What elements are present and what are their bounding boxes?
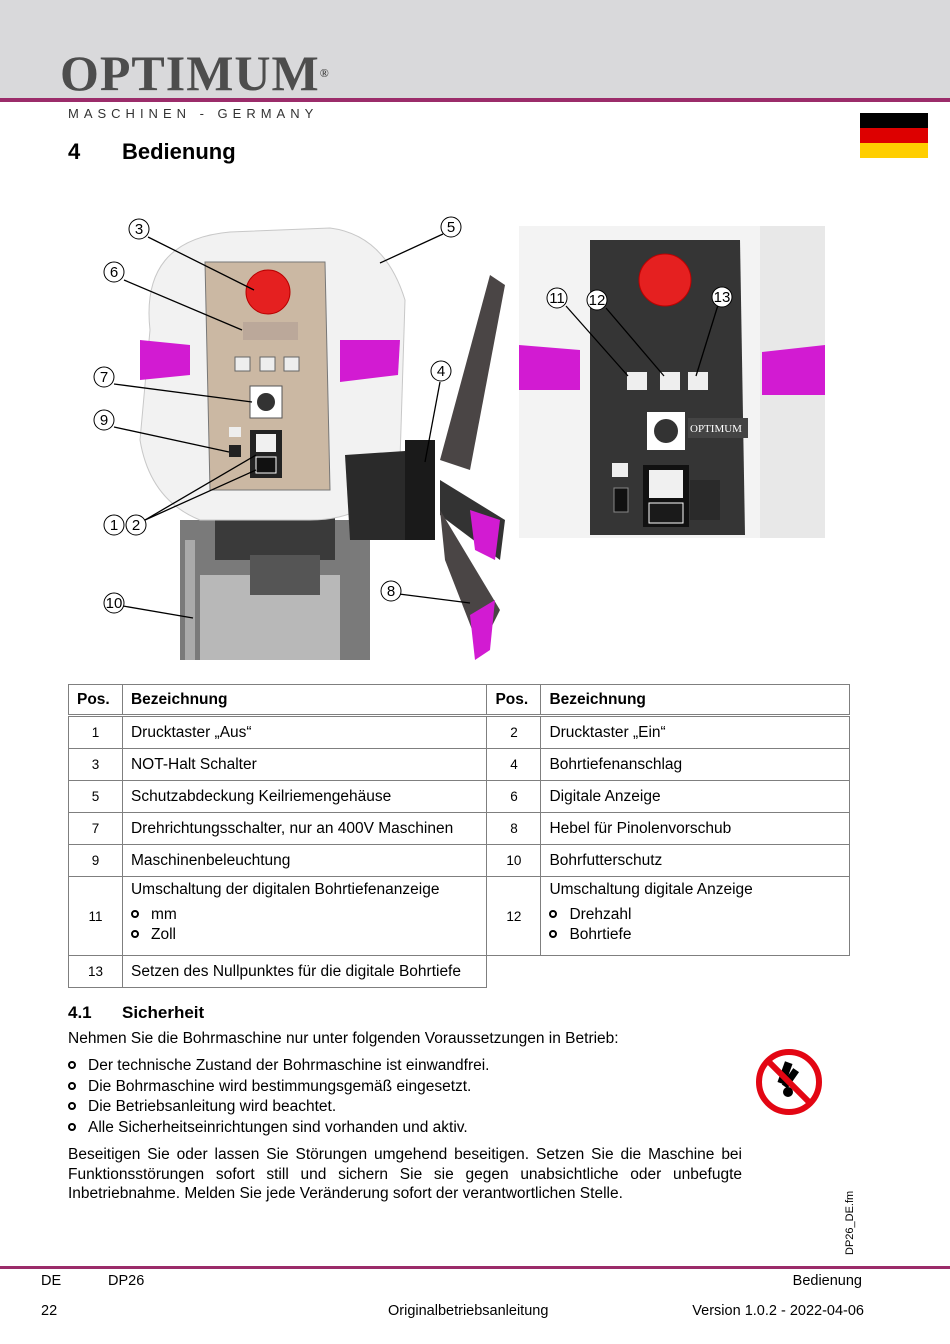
bullet-icon: [68, 1061, 76, 1069]
bullet-icon: [549, 930, 557, 938]
section-intro: Nehmen Sie die Bohrmaschine nur unter folgenden Voraussetzungen in Betrieb:: [68, 1030, 619, 1047]
footer-model: DP26: [108, 1273, 145, 1289]
bullet-icon: [131, 930, 139, 938]
table-row: [69, 781, 850, 813]
svg-text:OPTIMUM: OPTIMUM: [690, 423, 742, 435]
parts-table: [68, 684, 850, 988]
callout-7: 7: [99, 369, 109, 386]
section-body: Beseitigen Sie oder lassen Sie Störungen umgehend beseitigen. Setzen Sie die Maschine bei Funktionsstörungen sofort still und sichern Sie sie gegen unabsichtliche oder unbefugte Inbetriebnahme. Melden Sie jede Veränderung sofort der verantwortlichen Stelle.: [68, 1146, 742, 1202]
callout-13: 13: [713, 289, 731, 306]
pos-cell: 9: [69, 845, 123, 877]
bullet-icon: [131, 910, 139, 918]
conditions-list: [68, 1056, 489, 1138]
list-item: Die Bohrmaschine wird bestimmungsgemäß eingesetzt.: [68, 1077, 489, 1098]
pos-cell: 3: [69, 749, 123, 781]
table-row: [69, 877, 850, 956]
section-heading: 4.1 Sicherheit: [68, 1003, 205, 1022]
brand-tagline: MASCHINEN - GERMANY: [68, 106, 319, 121]
table-header-row: [69, 685, 850, 716]
callout-6: 6: [109, 264, 119, 281]
col-header-bezeichnung: Bezeichnung: [122, 685, 486, 716]
bullet-icon: [68, 1123, 76, 1131]
callout-8: 8: [386, 583, 396, 600]
callout-3: 3: [134, 221, 144, 238]
pos-cell: 1: [69, 716, 123, 749]
list-item: Die Betriebsanleitung wird beachtet.: [68, 1097, 489, 1118]
footer-chapter: Bedienung: [792, 1273, 862, 1289]
footer-page-number: 22: [41, 1303, 58, 1319]
table-row: [69, 716, 850, 749]
callout-9: 9: [99, 412, 109, 429]
chapter-heading: 4 Bedienung: [68, 139, 236, 164]
list-item: Der technische Zustand der Bohrmaschine ist einwandfrei.: [68, 1056, 489, 1077]
table-row: [69, 956, 850, 988]
desc-cell: Bohrtiefenanschlag: [541, 749, 850, 781]
pos-cell: 11: [69, 877, 123, 956]
machine-figure: [0, 200, 950, 670]
list-item: Alle Sicherheitseinrichtungen sind vorhanden und aktiv.: [68, 1118, 489, 1139]
pos-cell: 13: [69, 956, 123, 988]
bullet-icon: [68, 1102, 76, 1110]
pos-cell: 7: [69, 813, 123, 845]
bullet-icon: [549, 910, 557, 918]
callout-12: 12: [588, 292, 606, 309]
callout-2: 2: [131, 517, 141, 534]
desc-cell: Digitale Anzeige: [541, 781, 850, 813]
callout-5: 5: [446, 219, 456, 236]
pos-cell: 5: [69, 781, 123, 813]
list-item: Drehzahl: [549, 905, 841, 925]
col-header-pos: Pos.: [69, 685, 123, 716]
desc-cell: [122, 877, 486, 956]
list-item: Bohrtiefe: [549, 925, 841, 945]
pos-cell: 6: [487, 781, 541, 813]
pos-cell: 8: [487, 813, 541, 845]
table-row: [69, 845, 850, 877]
desc-cell: [541, 877, 850, 956]
control-panel-closeup: [519, 226, 825, 538]
table-row: [69, 749, 850, 781]
pos-cell: 12: [487, 877, 541, 956]
pos-cell: 10: [487, 845, 541, 877]
desc-cell: Maschinenbeleuchtung: [122, 845, 486, 877]
col-header-bezeichnung: Bezeichnung: [541, 685, 850, 716]
footer-version: Version 1.0.2 - 2022-04-06: [692, 1303, 864, 1319]
german-flag-icon: [860, 113, 928, 158]
callout-1: 1: [109, 517, 119, 534]
desc-text: Umschaltung der digitalen Bohrtiefenanzeige: [130, 881, 440, 898]
footer-doc-title: Originalbetriebsanleitung: [388, 1303, 549, 1319]
desc-cell: NOT-Halt Schalter: [122, 749, 486, 781]
bullet-icon: [68, 1082, 76, 1090]
pos-cell: 4: [487, 749, 541, 781]
list-item: Zoll: [131, 925, 478, 945]
callout-11: 11: [549, 290, 565, 307]
footer-lang: DE: [41, 1273, 62, 1289]
prohibition-switch-icon: [755, 1048, 823, 1116]
list-item: mm: [131, 905, 478, 925]
callout-4: 4: [436, 363, 446, 380]
desc-cell: Hebel für Pinolenvorschub: [541, 813, 850, 845]
desc-cell: Schutzabdeckung Keilriemengehäuse: [122, 781, 486, 813]
callout-10: 10: [105, 595, 123, 612]
desc-text: Umschaltung digitale Anzeige: [549, 881, 753, 898]
col-header-pos: Pos.: [487, 685, 541, 716]
desc-cell: Drucktaster „Ein“: [541, 716, 850, 749]
desc-cell: Setzen des Nullpunktes für die digitale Bohrtiefe: [122, 956, 486, 988]
side-file-code: DP26_DE.fm: [844, 1190, 856, 1255]
pos-cell: 2: [487, 716, 541, 749]
desc-cell: Drucktaster „Aus“: [122, 716, 486, 749]
brand-logo: OPTIMUM®: [60, 45, 330, 101]
footer-rule: [0, 1266, 950, 1269]
desc-cell: Bohrfutterschutz: [541, 845, 850, 877]
desc-cell: Drehrichtungsschalter, nur an 400V Maschinen: [122, 813, 486, 845]
table-row: [69, 813, 850, 845]
